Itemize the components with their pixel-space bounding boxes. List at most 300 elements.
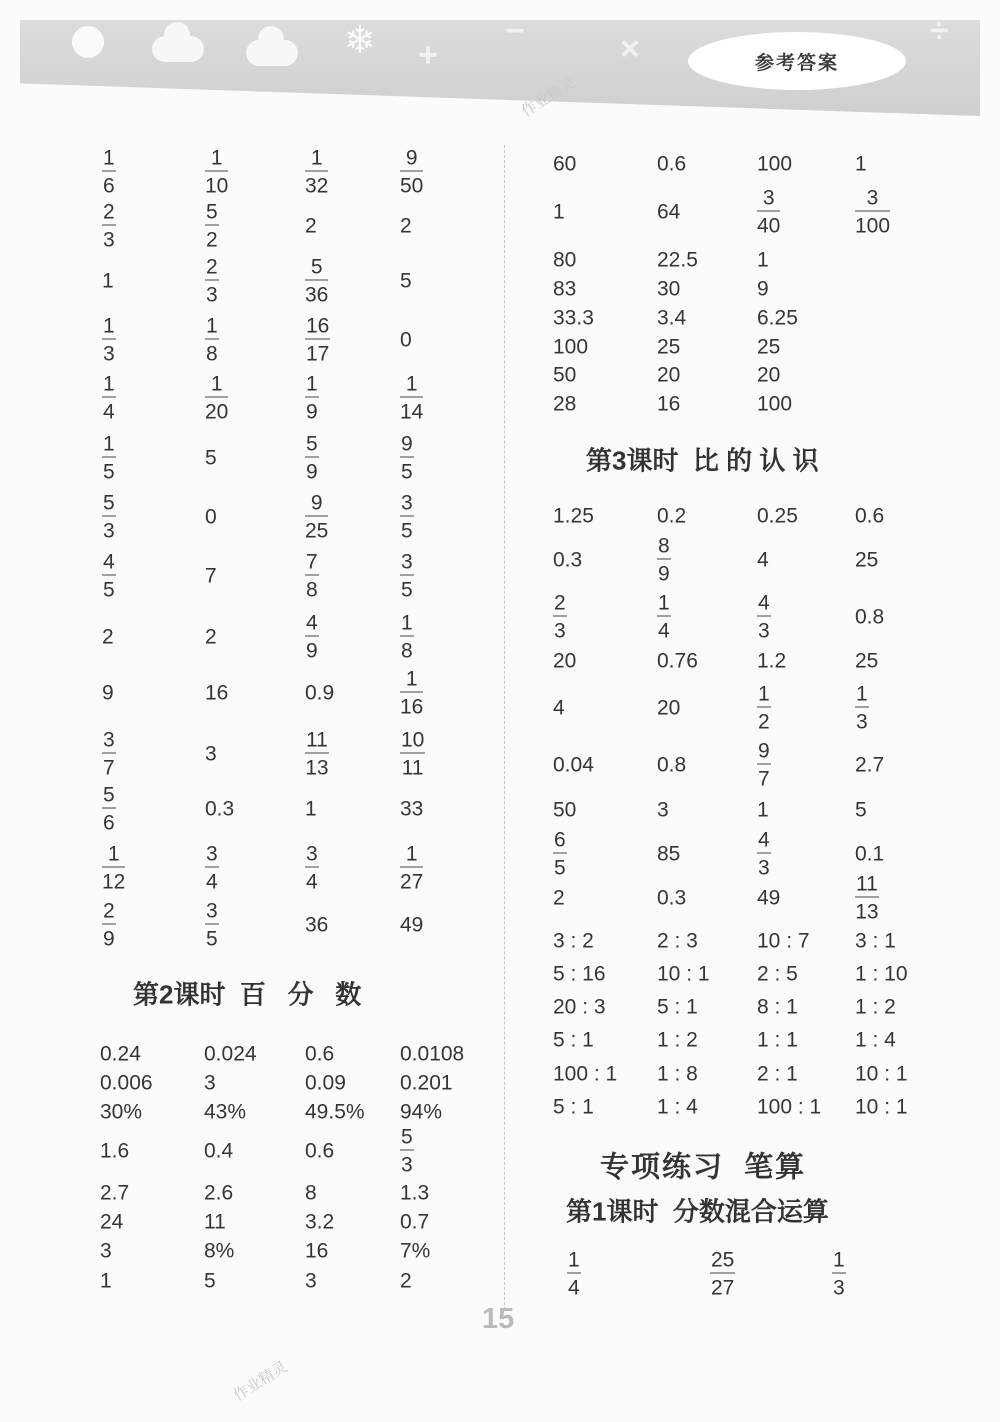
answer-value: 1 xyxy=(553,200,565,224)
fraction-denominator: 5 xyxy=(103,578,115,602)
rain-cloud-icon xyxy=(246,40,298,66)
answer-value: 25 xyxy=(757,335,781,359)
answer-value: 3 xyxy=(305,1269,317,1293)
answer-value: 60 xyxy=(553,152,577,176)
answer-value: 4 xyxy=(757,548,769,572)
answer-fraction xyxy=(102,844,125,893)
fraction-denominator: 32 xyxy=(305,174,329,198)
answer-value: 20 xyxy=(757,363,781,387)
answer-value: 0.24 xyxy=(100,1042,141,1066)
answer-value: 2.6 xyxy=(204,1181,234,1205)
section-title-lesson1: 第1课时 分数混合运算 xyxy=(566,1196,829,1227)
fraction-denominator: 13 xyxy=(305,756,329,780)
answer-value: 7% xyxy=(400,1239,431,1263)
answer-value: 0.6 xyxy=(305,1139,335,1163)
fraction-denominator: 16 xyxy=(400,695,424,719)
fraction-denominator: 2 xyxy=(758,710,770,734)
answer-value: 33 xyxy=(400,797,424,821)
fraction-denominator: 4 xyxy=(103,400,115,424)
answer-value: 5 xyxy=(205,446,217,470)
answer-value: 20 xyxy=(553,649,577,673)
fraction-numerator: 3 xyxy=(866,186,879,210)
fraction-denominator: 27 xyxy=(711,1276,735,1300)
fraction-numerator: 2 xyxy=(103,200,115,224)
fraction-denominator: 7 xyxy=(103,756,115,780)
answer-value: 25 xyxy=(855,649,879,673)
fraction-denominator: 4 xyxy=(568,1276,580,1300)
answer-value: 0.04 xyxy=(553,753,594,777)
answer-value: 1 xyxy=(757,798,769,822)
answer-value: 25 xyxy=(855,548,879,572)
answer-value: 49.5% xyxy=(305,1100,365,1124)
answer-value: 10 : 1 xyxy=(855,1062,908,1086)
fraction-denominator: 9 xyxy=(658,562,670,586)
answer-value: 83 xyxy=(553,277,577,301)
fraction-denominator: 4 xyxy=(306,870,318,894)
answer-value: 0.3 xyxy=(657,886,687,910)
answer-fraction xyxy=(657,536,671,585)
answer-fraction xyxy=(102,434,116,483)
answer-value: 9 xyxy=(102,681,114,705)
answer-value: 30 xyxy=(657,277,681,301)
column-divider xyxy=(504,145,505,1310)
answer-fraction xyxy=(400,552,414,601)
fraction-denominator: 5 xyxy=(554,856,566,880)
answer-value: 85 xyxy=(657,842,681,866)
answer-fraction xyxy=(102,148,116,197)
fraction-numerator: 1 xyxy=(405,667,418,691)
answer-fraction xyxy=(102,730,116,779)
answer-value: 3 xyxy=(204,1071,216,1095)
answer-value: 2.7 xyxy=(855,753,885,777)
fraction-denominator: 8 xyxy=(401,639,413,663)
answer-fraction xyxy=(657,593,671,642)
answer-value: 5 xyxy=(855,798,867,822)
fraction-numerator: 1 xyxy=(210,146,223,170)
fraction-denominator: 14 xyxy=(400,400,424,424)
fraction-denominator: 3 xyxy=(103,519,115,543)
answer-value: 0.3 xyxy=(553,548,583,572)
fraction-denominator: 100 xyxy=(855,214,891,238)
answer-value: 10 : 1 xyxy=(657,962,710,986)
answer-value: 30% xyxy=(100,1100,143,1124)
fraction-numerator: 3 xyxy=(206,899,218,923)
fraction-numerator: 4 xyxy=(758,591,770,615)
answer-value: 0.8 xyxy=(657,753,687,777)
answer-value: 100 xyxy=(757,392,793,416)
answer-value: 3 : 1 xyxy=(855,929,896,953)
fraction-denominator: 3 xyxy=(554,619,566,643)
fraction-denominator: 6 xyxy=(103,174,115,198)
fraction-numerator: 1 xyxy=(856,682,868,706)
fraction-denominator: 3 xyxy=(856,710,868,734)
answer-fraction xyxy=(305,316,330,365)
answer-fraction xyxy=(757,830,771,879)
answer-value: 8% xyxy=(204,1239,235,1263)
fraction-denominator: 4 xyxy=(658,619,670,643)
snowflake-icon: ❄ xyxy=(344,20,376,62)
answer-value: 0.3 xyxy=(205,797,235,821)
answer-fraction xyxy=(305,613,319,662)
answer-value: 1 xyxy=(757,248,769,272)
fraction-numerator: 5 xyxy=(306,432,318,456)
answer-value: 1.6 xyxy=(100,1139,130,1163)
fraction-denominator: 5 xyxy=(103,460,115,484)
fraction-denominator: 17 xyxy=(306,342,330,366)
sun-icon xyxy=(72,26,104,58)
answer-value: 33.3 xyxy=(553,306,594,330)
answer-value: 2 : 5 xyxy=(757,962,798,986)
answer-fraction xyxy=(553,830,567,879)
fraction-numerator: 11 xyxy=(306,728,328,752)
answer-fraction xyxy=(305,552,319,601)
answer-value: 3.2 xyxy=(305,1210,335,1234)
answer-value: 3.4 xyxy=(657,306,687,330)
answer-value: 16 xyxy=(205,681,229,705)
fraction-numerator: 4 xyxy=(103,550,115,574)
fraction-denominator: 36 xyxy=(305,283,329,307)
answer-value: 43% xyxy=(204,1100,247,1124)
answer-fraction xyxy=(400,374,423,423)
answer-value: 11 xyxy=(204,1210,226,1234)
answer-fraction xyxy=(567,1250,581,1299)
fraction-denominator: 5 xyxy=(206,927,218,951)
fraction-denominator: 50 xyxy=(400,174,424,198)
answer-value: 64 xyxy=(657,200,681,224)
answer-fraction xyxy=(305,730,329,779)
fraction-numerator: 9 xyxy=(310,491,323,515)
answer-value: 5 xyxy=(400,269,412,293)
fraction-numerator: 7 xyxy=(306,550,318,574)
answer-fraction xyxy=(205,374,228,423)
fraction-denominator: 8 xyxy=(306,578,318,602)
fraction-numerator: 1 xyxy=(401,611,413,635)
fraction-numerator: 5 xyxy=(103,783,115,807)
answer-fraction xyxy=(305,148,328,197)
answer-value: 5 xyxy=(204,1269,216,1293)
answer-fraction xyxy=(102,374,116,423)
fraction-denominator: 11 xyxy=(401,756,424,780)
answer-value: 8 xyxy=(305,1181,317,1205)
fraction-numerator: 6 xyxy=(554,828,566,852)
answer-fraction xyxy=(205,202,219,251)
fraction-denominator: 4 xyxy=(206,870,218,894)
answer-value: 16 xyxy=(657,392,681,416)
answer-value: 5 : 16 xyxy=(553,962,606,986)
times-icon: × xyxy=(620,30,640,68)
fraction-numerator: 1 xyxy=(210,372,223,396)
fraction-denominator: 9 xyxy=(306,639,318,663)
answer-value: 0 xyxy=(205,505,217,529)
answer-value: 0.76 xyxy=(657,649,698,673)
fraction-denominator: 12 xyxy=(102,870,126,894)
answer-fraction xyxy=(855,684,869,733)
answer-fraction xyxy=(400,730,425,779)
fraction-numerator: 1 xyxy=(103,432,115,456)
answer-fraction xyxy=(553,593,567,642)
fraction-denominator: 9 xyxy=(103,927,115,951)
fraction-numerator: 1 xyxy=(405,842,418,866)
answer-value: 1 xyxy=(102,269,114,293)
fraction-numerator: 1 xyxy=(658,591,670,615)
fraction-denominator: 3 xyxy=(206,283,218,307)
answer-fraction xyxy=(102,493,116,542)
answer-value: 2 xyxy=(205,625,217,649)
answer-fraction xyxy=(102,901,116,950)
answer-value: 49 xyxy=(400,913,424,937)
answer-value: 0.0108 xyxy=(400,1042,465,1066)
watermark: 作业精灵 xyxy=(230,1358,291,1405)
fraction-numerator: 3 xyxy=(401,550,413,574)
fraction-numerator: 1 xyxy=(306,372,318,396)
answer-fraction xyxy=(710,1250,735,1299)
answer-value: 3 xyxy=(657,798,669,822)
answer-value: 1 xyxy=(855,152,867,176)
answer-value: 0.6 xyxy=(657,152,687,176)
answer-value: 1 : 10 xyxy=(855,962,908,986)
fraction-numerator: 8 xyxy=(658,534,670,558)
answer-value: 6.25 xyxy=(757,306,798,330)
answer-fraction xyxy=(757,741,771,790)
answer-value: 16 xyxy=(305,1239,329,1263)
fraction-numerator: 5 xyxy=(103,491,115,515)
answer-fraction xyxy=(757,593,771,642)
divide-icon: ÷ xyxy=(930,12,949,50)
answer-value: 1 : 2 xyxy=(657,1028,698,1052)
answer-fraction xyxy=(305,493,328,542)
fraction-numerator: 1 xyxy=(103,314,115,338)
answer-value: 24 xyxy=(100,1210,124,1234)
fraction-denominator: 40 xyxy=(757,214,781,238)
answer-fraction xyxy=(757,188,780,237)
answer-fraction xyxy=(855,188,890,237)
fraction-denominator: 3 xyxy=(103,228,115,252)
fraction-numerator: 1 xyxy=(103,372,115,396)
fraction-denominator: 3 xyxy=(833,1276,845,1300)
answer-value: 1.3 xyxy=(400,1181,430,1205)
fraction-numerator: 1 xyxy=(107,842,120,866)
answer-value: 2 xyxy=(553,886,565,910)
fraction-denominator: 3 xyxy=(758,619,770,643)
answer-value: 0.024 xyxy=(204,1042,257,1066)
fraction-denominator: 25 xyxy=(305,519,329,543)
answer-value: 49 xyxy=(757,886,781,910)
fraction-numerator: 1 xyxy=(833,1248,845,1272)
fraction-numerator: 5 xyxy=(401,1125,413,1149)
cloud-icon xyxy=(152,36,204,62)
answer-value: 22.5 xyxy=(657,248,698,272)
minus-icon: − xyxy=(505,12,525,50)
fraction-numerator: 1 xyxy=(206,314,218,338)
answer-value: 0.25 xyxy=(757,504,798,528)
fraction-numerator: 9 xyxy=(405,146,418,170)
answer-value: 7 xyxy=(205,564,217,588)
fraction-denominator: 5 xyxy=(401,578,413,602)
answer-value: 1 xyxy=(305,797,317,821)
fraction-numerator: 2 xyxy=(103,899,115,923)
section-title-special-practice: 专项练习 笔算 xyxy=(600,1151,807,1184)
answer-value: 0.6 xyxy=(305,1042,335,1066)
answer-fraction xyxy=(400,669,423,718)
answer-value: 1 : 1 xyxy=(757,1028,798,1052)
answer-fraction xyxy=(102,785,116,834)
fraction-numerator: 3 xyxy=(762,186,775,210)
answer-value: 3 xyxy=(100,1239,112,1263)
answer-fraction xyxy=(305,257,328,306)
page-number: 15 xyxy=(482,1303,515,1335)
answer-fraction xyxy=(205,148,228,197)
fraction-numerator: 2 xyxy=(554,591,566,615)
answer-fraction xyxy=(102,316,116,365)
answer-fraction xyxy=(205,901,219,950)
answer-fraction xyxy=(400,613,414,662)
answer-value: 0.2 xyxy=(657,504,687,528)
answer-value: 36 xyxy=(305,913,329,937)
fraction-denominator: 3 xyxy=(758,856,770,880)
answer-fraction xyxy=(400,1127,414,1176)
answer-fraction xyxy=(757,684,771,733)
fraction-denominator: 27 xyxy=(400,870,424,894)
fraction-numerator: 1 xyxy=(405,372,418,396)
fraction-denominator: 2 xyxy=(206,228,218,252)
answer-value: 2 xyxy=(400,1269,412,1293)
answer-value: 28 xyxy=(553,392,577,416)
answer-value: 20 : 3 xyxy=(553,995,606,1019)
answer-value: 2.7 xyxy=(100,1181,130,1205)
fraction-denominator: 3 xyxy=(103,342,115,366)
answer-fraction xyxy=(400,434,414,483)
answer-value: 1 xyxy=(100,1269,112,1293)
answer-fraction xyxy=(205,257,219,306)
answer-value: 1.2 xyxy=(757,649,787,673)
answer-value: 10 : 7 xyxy=(757,929,810,953)
fraction-numerator: 1 xyxy=(568,1248,580,1272)
answer-value: 2 : 1 xyxy=(757,1062,798,1086)
answer-fraction xyxy=(832,1250,846,1299)
fraction-numerator: 1 xyxy=(758,682,770,706)
answer-fraction xyxy=(102,202,116,251)
fraction-numerator: 3 xyxy=(306,842,318,866)
fraction-denominator: 5 xyxy=(401,519,413,543)
fraction-numerator: 3 xyxy=(103,728,115,752)
plus-icon: + xyxy=(418,36,438,74)
answer-fraction xyxy=(400,493,414,542)
answer-fraction xyxy=(102,552,116,601)
answer-value: 1 : 2 xyxy=(855,995,896,1019)
fraction-denominator: 5 xyxy=(401,460,413,484)
answer-value: 0.006 xyxy=(100,1071,153,1095)
fraction-denominator: 20 xyxy=(205,400,229,424)
answer-value: 50 xyxy=(553,363,577,387)
fraction-numerator: 4 xyxy=(306,611,318,635)
answer-value: 4 xyxy=(553,696,565,720)
answer-value: 1 : 8 xyxy=(657,1062,698,1086)
answer-value: 3 xyxy=(205,742,217,766)
answer-value: 8 : 1 xyxy=(757,995,798,1019)
fraction-numerator: 11 xyxy=(856,872,878,896)
answer-value: 25 xyxy=(657,335,681,359)
fraction-numerator: 5 xyxy=(206,200,218,224)
answer-fraction xyxy=(205,844,219,893)
fraction-numerator: 1 xyxy=(103,146,115,170)
fraction-numerator: 4 xyxy=(758,828,770,852)
fraction-numerator: 5 xyxy=(310,255,323,279)
fraction-denominator: 6 xyxy=(103,811,115,835)
answer-value: 0.09 xyxy=(305,1071,346,1095)
watermark: 作业精灵 xyxy=(518,74,579,121)
answer-value: 1.25 xyxy=(553,504,594,528)
fraction-numerator: 10 xyxy=(401,728,425,752)
answer-fraction xyxy=(855,874,879,923)
answer-fraction xyxy=(400,844,423,893)
answer-value: 100 xyxy=(553,335,589,359)
fraction-numerator: 3 xyxy=(401,491,413,515)
answer-value: 2 : 3 xyxy=(657,929,698,953)
answer-value: 9 xyxy=(757,277,769,301)
answer-value: 0.4 xyxy=(204,1139,234,1163)
fraction-numerator: 1 xyxy=(310,146,323,170)
answer-fraction xyxy=(205,316,219,365)
fraction-denominator: 7 xyxy=(758,767,770,791)
answer-value: 0.8 xyxy=(855,605,885,629)
fraction-denominator: 10 xyxy=(205,174,229,198)
fraction-numerator: 3 xyxy=(206,842,218,866)
answer-value: 0.6 xyxy=(855,504,885,528)
answer-value: 100 : 1 xyxy=(757,1095,822,1119)
answer-value: 5 : 1 xyxy=(553,1028,594,1052)
answer-value: 20 xyxy=(657,696,681,720)
answer-value: 2 xyxy=(305,214,317,238)
fraction-numerator: 16 xyxy=(306,314,330,338)
answer-value: 0 xyxy=(400,328,412,352)
fraction-denominator: 13 xyxy=(855,900,879,924)
answer-value: 2 xyxy=(400,214,412,238)
answer-fraction xyxy=(400,148,423,197)
answer-value: 0.201 xyxy=(400,1071,453,1095)
answer-value: 5 : 1 xyxy=(553,1095,594,1119)
fraction-numerator: 9 xyxy=(401,432,413,456)
answer-fraction xyxy=(305,434,319,483)
answer-value: 94% xyxy=(400,1100,443,1124)
answer-value: 10 : 1 xyxy=(855,1095,908,1119)
answer-value: 5 : 1 xyxy=(657,995,698,1019)
section-title-lesson3: 第3课时 比 的 认 识 xyxy=(586,445,819,476)
fraction-denominator: 3 xyxy=(401,1153,413,1177)
answer-value: 0.9 xyxy=(305,681,335,705)
answer-key-badge: 参考答案 xyxy=(688,32,906,90)
answer-fraction xyxy=(305,844,319,893)
answer-value: 50 xyxy=(553,798,577,822)
answer-value: 0.7 xyxy=(400,1210,430,1234)
answer-value: 0.1 xyxy=(855,842,885,866)
fraction-denominator: 9 xyxy=(306,460,318,484)
fraction-numerator: 25 xyxy=(711,1248,735,1272)
answer-fraction xyxy=(305,374,319,423)
answer-value: 100 xyxy=(757,152,793,176)
answer-value: 2 xyxy=(102,625,114,649)
fraction-denominator: 9 xyxy=(306,400,318,424)
fraction-numerator: 2 xyxy=(206,255,218,279)
answer-value: 20 xyxy=(657,363,681,387)
fraction-numerator: 9 xyxy=(758,739,770,763)
answer-value: 1 : 4 xyxy=(657,1095,698,1119)
answer-value: 80 xyxy=(553,248,577,272)
section-title-lesson2: 第2课时 百 分 数 xyxy=(133,979,362,1010)
answer-value: 3 : 2 xyxy=(553,929,594,953)
answer-value: 100 : 1 xyxy=(553,1062,618,1086)
fraction-denominator: 8 xyxy=(206,342,218,366)
answer-value: 1 : 4 xyxy=(855,1028,896,1052)
